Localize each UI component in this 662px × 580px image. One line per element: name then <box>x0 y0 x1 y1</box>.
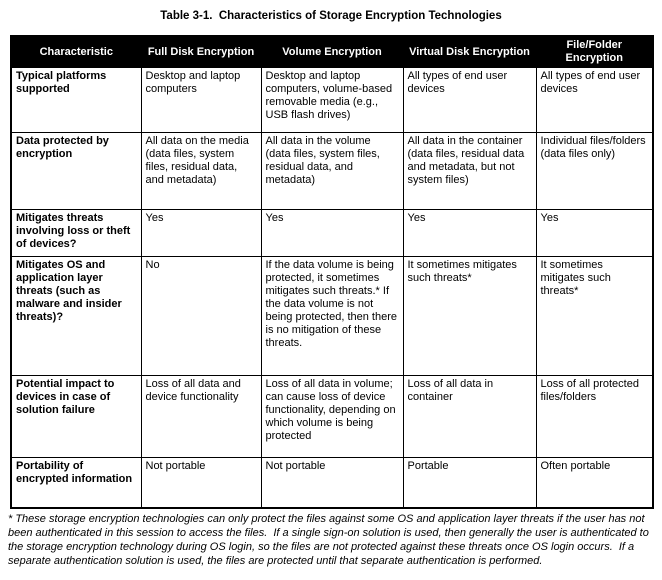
table-cell: All data in the volume (data files, system files, residual data, and metadata) <box>261 133 403 210</box>
table-cell: All types of end user devices <box>403 68 536 133</box>
table-cell: Yes <box>261 210 403 257</box>
row-header: Potential impact to devices in case of solution failure <box>11 376 141 458</box>
table-cell: If the data volume is being protected, it sometimes mitigates such threats.* If the data volume is not being protected, then there is no mitigation of these threats. <box>261 257 403 376</box>
table-cell: Individual files/folders (data files only) <box>536 133 653 210</box>
table-cell: Yes <box>141 210 261 257</box>
table-cell: Loss of all data and device functionality <box>141 376 261 458</box>
storage-encryption-table <box>10 35 654 509</box>
column-header-volume-encryption: Volume Encryption <box>261 36 403 68</box>
table-cell: Loss of all data in container <box>403 376 536 458</box>
table-cell: Desktop and laptop computers, volume-based removable media (e.g., USB flash drives) <box>261 68 403 133</box>
column-header-virtual-disk-encryption: Virtual Disk Encryption <box>403 36 536 68</box>
table-row-mitigates-loss-theft <box>11 210 653 257</box>
column-header-full-disk-encryption: Full Disk Encryption <box>141 36 261 68</box>
table-cell: All data on the media (data files, system files, residual data, and metadata) <box>141 133 261 210</box>
table-cell: Often portable <box>536 458 653 508</box>
row-header: Data protected by encryption <box>11 133 141 210</box>
table-title: Table 3-1. Characteristics of Storage Encryption Technologies <box>160 10 502 22</box>
row-header: Portability of encrypted information <box>11 458 141 508</box>
table-cell: All data in the container (data files, residual data and metadata, but not system files) <box>403 133 536 210</box>
table-footnote: * These storage encryption technologies can only protect the files against some OS and application layer threats if the user has not been authenticated in this session to access the files. If a single sign-on solution is used, then generally the user is authenticated to the storage encryption technology during OS login, so the files are not protected against these threats once OS login occurs. If a separate authentication solution is used, the files are protected until that separate authentication is performed. <box>8 512 652 567</box>
table-cell: It sometimes mitigates such threats* <box>403 257 536 376</box>
table-row-mitigates-os-threats <box>11 257 653 376</box>
table-cell: Not portable <box>141 458 261 508</box>
row-header: Mitigates threats involving loss or theft of devices? <box>11 210 141 257</box>
table-cell: Loss of all protected files/folders <box>536 376 653 458</box>
column-header-file-folder-encryption: File/Folder Encryption <box>536 36 653 68</box>
table-cell: All types of end user devices <box>536 68 653 133</box>
table-row-potential-impact <box>11 376 653 458</box>
row-header: Mitigates OS and application layer threats (such as malware and insider threats)? <box>11 257 141 376</box>
table-cell: It sometimes mitigates such threats* <box>536 257 653 376</box>
table-cell: Portable <box>403 458 536 508</box>
table-row-portability <box>11 458 653 508</box>
table-row-data-protected <box>11 133 653 210</box>
column-header-characteristic: Characteristic <box>11 36 141 68</box>
table-cell: Yes <box>536 210 653 257</box>
table-cell: Desktop and laptop computers <box>141 68 261 133</box>
table-cell: Yes <box>403 210 536 257</box>
table-cell: No <box>141 257 261 376</box>
table-row-typical-platforms <box>11 68 653 133</box>
table-header-row <box>11 36 653 68</box>
table-cell: Not portable <box>261 458 403 508</box>
row-header: Typical platforms supported <box>11 68 141 133</box>
table-cell: Loss of all data in volume; can cause loss of device functionality, depending on which volume is being protected <box>261 376 403 458</box>
